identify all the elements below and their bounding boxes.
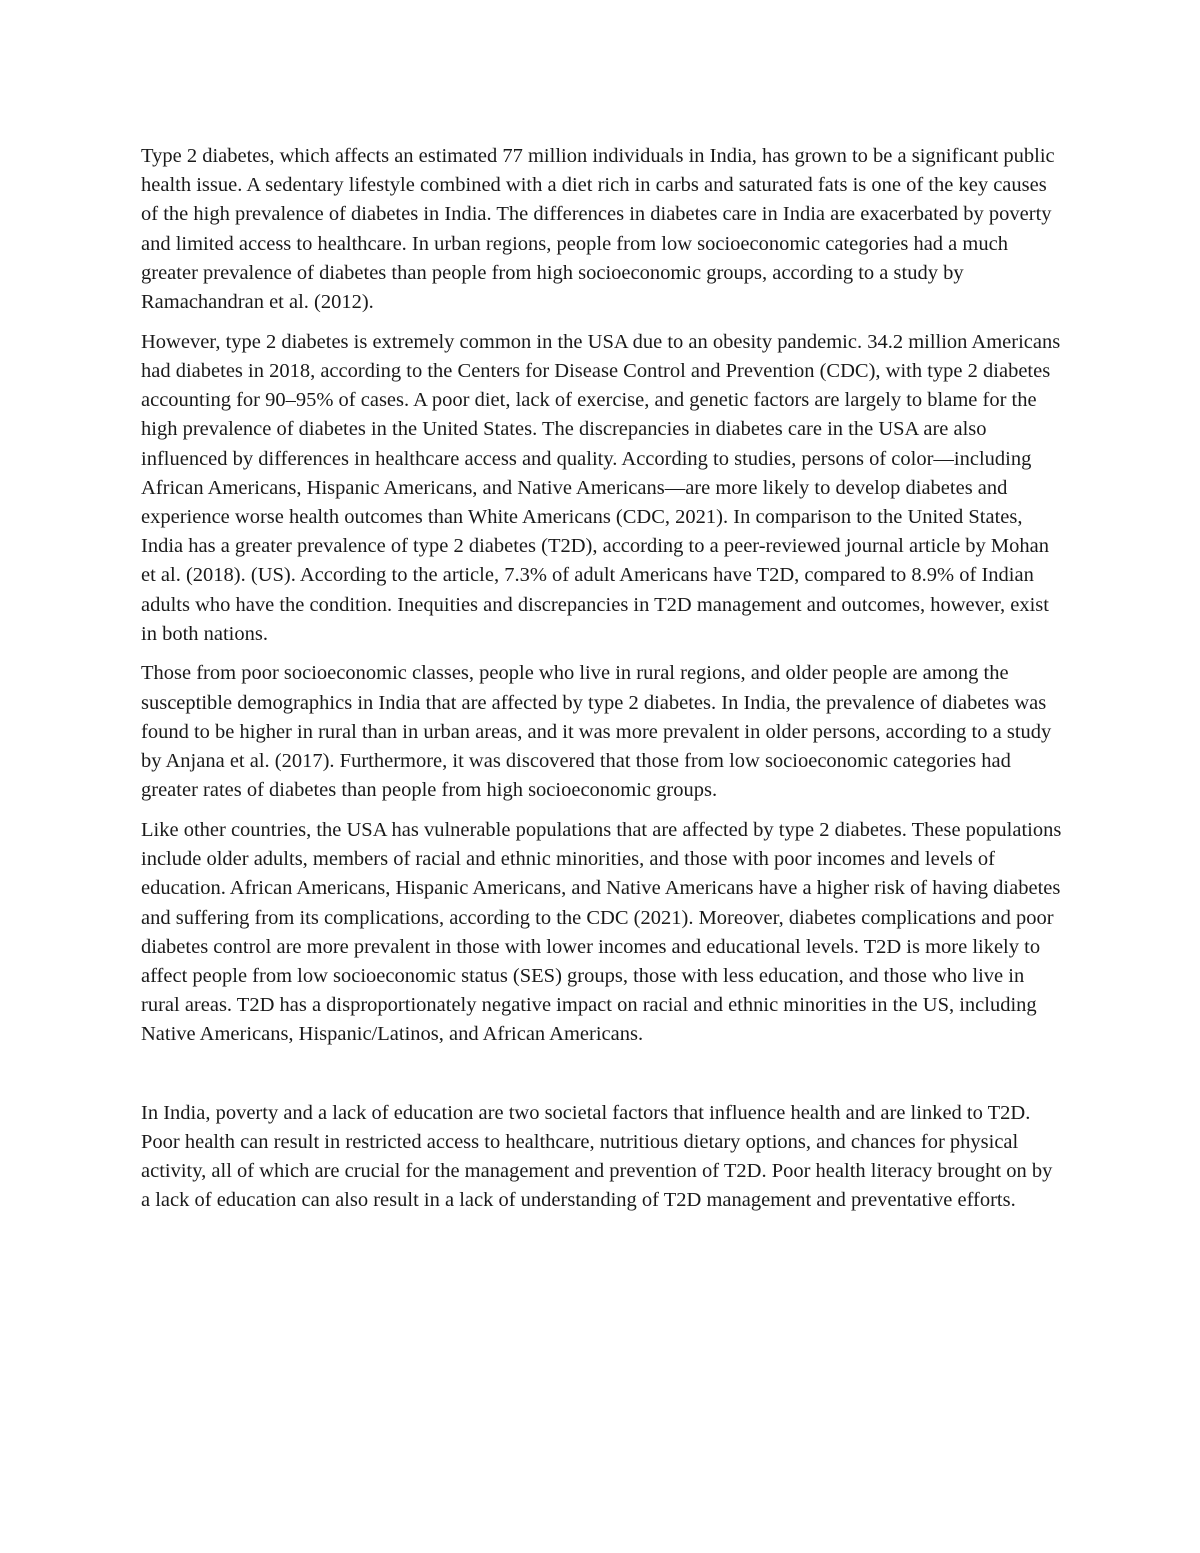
paragraph-usa-vulnerable-groups: Like other countries, the USA has vulnerable populations that are affected by type 2 diabetes. These populations include older adults, members of racial and ethnic minorities, and those with poor incomes and levels of education. African Americans, Hispanic Americans, and Native Americans have a higher risk of having diabetes and suffering from its complications, according to the CDC (2021). Moreover, diabetes complications and poor diabetes control are more prevalent in those with lower incomes and educational levels. T2D is more likely to affect people from low socioeconomic status (SES) groups, those with less education, and those who live in rural areas. T2D has a disproportionately negative impact on racial and ethnic minorities in the US, including Native Americans, Hispanic/Latinos, and African Americans.	[141, 818, 1062, 1046]
paragraph-usa-overview: However, type 2 diabetes is extremely common in the USA due to an obesity pandemic. 34.2 million Americans had diabetes in 2018, according to the Centers for Disease Control and Prevention (CDC), with type 2 diabetes accounting for 90–95% of cases. A poor diet, lack of exercise, and genetic factors are largely to blame for the high prevalence of diabetes in the United States. The discrepancies in diabetes care in the USA are also influenced by differences in healthcare access and quality. According to studies, persons of color—including African Americans, Hispanic Americans, and Native Americans—are more likely to develop diabetes and experience worse health outcomes than White Americans (CDC, 2021). In comparison to the United States, India has a greater prevalence of type 2 diabetes (T2D), according to a peer-reviewed journal article by Mohan et al. (2018). (US). According to the article, 7.3% of adult Americans have T2D, compared to 8.9% of Indian adults who have the condition. Inequities and discrepancies in T2D management and outcomes, however, exist in both nations.	[141, 330, 1061, 645]
paragraph-india-vulnerable-groups: Those from poor socioeconomic classes, people who live in rural regions, and older people are among the susceptible demographics in India that are affected by type 2 diabetes. In India, the prevalence of diabetes was found to be higher in rural than in urban areas, and it was more prevalent in older persons, according to a study by Anjana et al. (2017). Furthermore, it was discovered that those from low socioeconomic categories had greater rates of diabetes than people from high socioeconomic groups.	[141, 662, 1052, 802]
paragraph-india-overview: Type 2 diabetes, which affects an estimated 77 million individuals in India, has grown to be a significant public health issue. A sedentary lifestyle combined with a diet rich in carbs and saturated fats is one of the key causes of the high prevalence of diabetes in India. The differences in diabetes care in India are exacerbated by poverty and limited access to healthcare. In urban regions, people from low socioeconomic categories had a much greater prevalence of diabetes than people from high socioeconomic groups, according to a study by Ramachandran et al. (2012).	[141, 145, 1055, 314]
document-body	[141, 142, 1063, 1226]
paragraph-societal-factors: In India, poverty and a lack of education are two societal factors that influence health and are linked to T2D. Poor health can result in restricted access to healthcare, nutritious dietary options, and chances for physical activity, all of which are crucial for the management and prevention of T2D. Poor health literacy brought on by a lack of education can also result in a lack of understanding of T2D management and preventative efforts.	[141, 1101, 1053, 1212]
